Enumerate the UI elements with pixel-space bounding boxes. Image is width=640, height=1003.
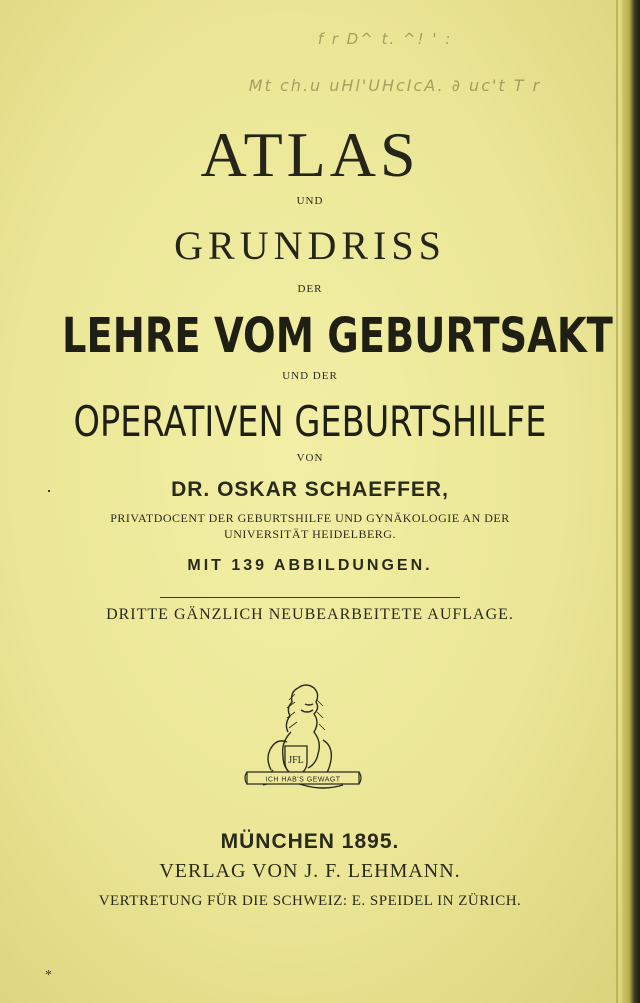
illustrations-count: MIT 139 ABBILDUNGEN. — [187, 557, 433, 574]
title-lehre-vom-geburtsakt: LEHRE VOM GEBURTSAKT — [62, 308, 613, 364]
imprint-representation: VERTRETUNG FÜR DIE SCHWEIZ: E. SPEIDEL IN ZÜRICH. — [98, 893, 522, 909]
edition-divider — [160, 597, 460, 598]
title-operativen-geburtshilfe: OPERATIVEN GEBURTSHILFE — [73, 397, 547, 446]
author-name: DR. OSKAR SCHAEFFER, — [171, 478, 449, 501]
imprint-city-year: MÜNCHEN 1895. — [220, 830, 400, 853]
author-affiliation-line-1: PRIVATDOCENT DER GEBURTSHILFE UND GYNÄKOLOGIE AN DER — [110, 511, 510, 525]
imprint-publisher: VERLAG VON J. F. LEHMANN. — [159, 860, 461, 882]
title-der: DER — [297, 283, 323, 295]
edition-statement: DRITTE GÄNZLICH NEUBEARBEITETE AUFLAGE. — [106, 606, 514, 623]
author-affiliation-line-2: UNIVERSITÄT HEIDELBERG. — [224, 527, 396, 541]
title-atlas: ATLAS — [200, 119, 420, 190]
emblem-shield-text: JFL — [288, 755, 304, 766]
title-grundriss: GRUNDRISS — [174, 223, 446, 268]
asterisk-mark: * — [45, 968, 52, 983]
page-edge-line — [616, 0, 618, 1003]
book-spine-edge — [622, 0, 640, 1003]
title-von: VON — [296, 452, 324, 464]
title-und: UND — [296, 195, 324, 207]
emblem-motto: ICH HAB'S GEWAGT — [265, 776, 341, 784]
library-stamp-line-2: Mt ch.u uHl'UHcIcA. ∂ uc't T r — [248, 76, 542, 95]
title-und-der: UND DER — [282, 370, 338, 382]
lion-publisher-emblem-icon — [243, 680, 363, 795]
library-stamp-line-1: f r D^ t. ^! ' : — [317, 30, 453, 48]
